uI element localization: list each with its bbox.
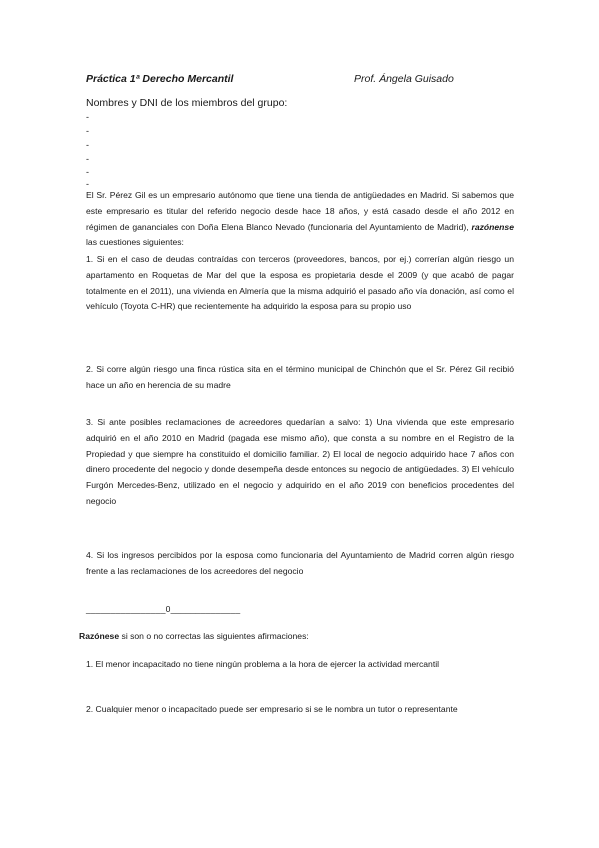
professor-name: Prof. Ángela Guisado bbox=[354, 73, 454, 85]
section-separator: ________________0______________ bbox=[86, 604, 241, 614]
member-line-6: - bbox=[86, 179, 89, 189]
statement-2: 2. Cualquier menor o incapacitado puede ser empresario si se le nombra un tutor o representante bbox=[86, 704, 458, 714]
intro-emphasis: razónense bbox=[471, 221, 514, 232]
member-line-5: - bbox=[86, 167, 89, 177]
intro-text: El Sr. Pérez Gil es un empresario autónomo que tiene una tienda de antigüedades en Madrid. Si sabemos que este empresario es titular del referido negocio desde hace 18 años, y está casado desde el año 2012 en régimen de gananciales con Doña Elena Blanco Nevado (funcionaria del Ayuntamiento de Madrid), bbox=[86, 190, 514, 232]
question-2: 2. Si corre algún riesgo una finca rústica sita en el término municipal de Chinchón que el Sr. Pérez Gil recibió hace un año en herencia de su madre bbox=[86, 364, 514, 390]
course-title: Práctica 1ª Derecho Mercantil bbox=[86, 73, 234, 85]
question-1: 1. Si en el caso de deudas contraídas con terceros (proveedores, bancos, por ej.) correrían algún riesgo un apartamento en Roquetas de Mar del que la esposa es propietaria desde el 2009 (y que acabó de pagar totalmente en el 2011), una vivienda en Almería que la misma adquirió el pasado año vía donación, así como el vehículo (Toyota C-HR) que recientemente ha adquirido la esposa para su propio uso bbox=[86, 254, 514, 312]
razonese-instruction bbox=[79, 631, 309, 641]
member-line-1: - bbox=[86, 112, 89, 122]
member-line-4: - bbox=[86, 154, 89, 164]
member-line-2: - bbox=[86, 126, 89, 136]
statement-1: 1. El menor incapacitado no tiene ningún problema a la hora de ejercer la actividad mercantil bbox=[86, 659, 440, 669]
intro-text-end: las cuestiones siguientes: bbox=[86, 237, 184, 248]
intro-paragraph bbox=[86, 188, 514, 251]
question-3: 3. Si ante posibles reclamaciones de acreedores quedarían a salvo: 1) Una vivienda que este empresario adquirió en el año 2010 en Madrid (pagada ese mismo año), que consta a su nombre en el Registro de la Propiedad y que siempre ha constituido el domicilio familiar. 2) El local de negocio adquirido hace 7 años con dinero procedente del negocio y donde desempeña desde entonces su negocio de antigüedades. 3) El vehículo Furgón Mercedes-Benz, utilizado en el negocio y adquirido en el año 2019 con beneficios procedentes del negocio bbox=[86, 417, 514, 506]
razonese-text: si son o no correctas las siguientes afirmaciones: bbox=[121, 631, 309, 641]
razonese-bold: Razónese bbox=[79, 631, 120, 641]
members-title: Nombres y DNI de los miembros del grupo: bbox=[86, 97, 288, 109]
member-line-3: - bbox=[86, 140, 89, 150]
question-4: 4. Si los ingresos percibidos por la esposa como funcionaria del Ayuntamiento de Madrid corren algún riesgo frente a las reclamaciones de los acreedores del negocio bbox=[86, 550, 514, 576]
